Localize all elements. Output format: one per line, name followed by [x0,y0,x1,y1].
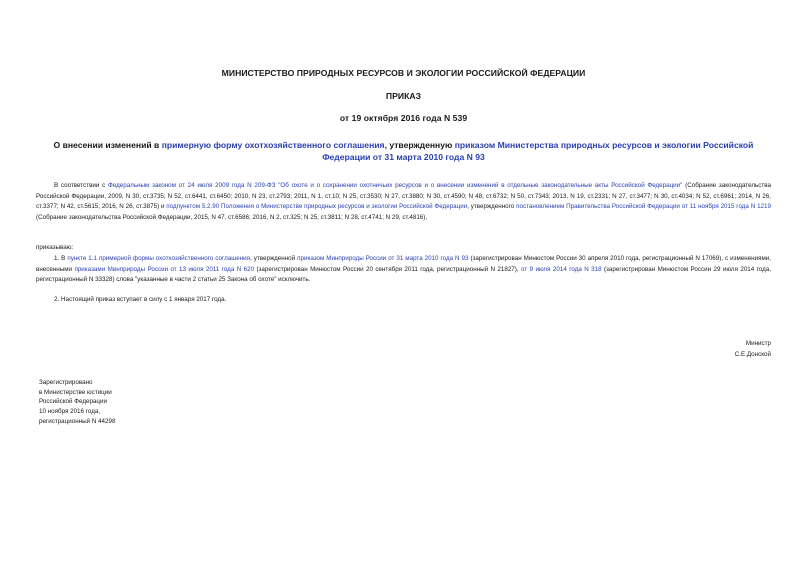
link-subparagraph-5-2-90[interactable]: подпунктом 5.2.90 Положения о Министерстве природных ресурсов и экологии Российской Федерации [166,203,468,210]
link-paragraph-1-1[interactable]: пункте 1.1 примерной формы охотхозяйственного соглашения [67,255,251,262]
title-link-agreement-form[interactable]: примерную форму охотхозяйственного соглашения [161,140,385,150]
registration-date: 10 ноября 2016 года, [39,408,101,416]
link-order-318[interactable]: от 9 июля 2014 года N 318 [520,265,602,273]
title-link-order-93[interactable]: приказом Министерства природных ресурсов и экологии Российской Федерации от 31 марта 2010 года N 93 [322,140,754,162]
preamble-text-4: (Собрание законодательства Российской Федерации, 2015, N 47, ст.6586; 2016, N 2, ст.325; N 25, ст.3811; N 28, ст.4741; N 29, ст.4816), [36,213,428,221]
document-date-number: от 19 октября 2016 года N 539 [339,113,468,123]
signature-block [735,339,771,360]
preamble-text-2: (Собрание законодательства Российской Федерации, 2009, N 30, ст.3735; N 52, ст.6441, ст.6450; 2010, N 23, ст.2793; 2011, N 1, ст.10; N 25, ст.3530; N 27, ст.3880; N 30, ст.4590; N 48, ст.6732; N 50, ст.7343; 2013, N 19, ст.2331; N 27, ст.3477; N 30, ст.4034; N 52, ст.6961; 2014, N 26, ст.3377; N 42, ст.5615; 2016, N 26, ст.3875) и [36,182,771,210]
preamble-text-3: , утвержденного [467,203,517,210]
link-order-93[interactable]: приказом Минприроды России от 31 марта 2010 года N 93 [297,255,469,262]
link-government-decree-1219[interactable]: постановлением Правительства Российской Федерации от 11 ноября 2015 года N 1219 [516,203,771,210]
link-order-620[interactable]: приказами Минприроды России от 13 июля 2011 года N 620 [74,265,255,273]
preamble-paragraph [36,181,771,223]
item1-text-2: , утвержденной [250,255,298,262]
link-federal-law-209[interactable]: Федеральным законом от 24 июля 2009 года N 209-ФЗ "Об охоте и о сохранении охотничьих ресурсов и о внесении изменений в отдельные законодательные акты Российской Федерации" [108,182,683,189]
registration-line: Зарегистрировано [39,379,93,386]
signatory-position: Министр [745,340,771,347]
order-item-1 [36,254,771,286]
registration-line: Российской Федерации [39,398,107,406]
item1-text-4: (зарегистрирован Минюстом России 20 сентября 2011 года, регистрационный N 21827), [254,265,521,273]
ministry-heading: МИНИСТЕРСТВО ПРИРОДНЫХ РЕСУРСОВ И ЭКОЛОГИИ РОССИЙСКОЙ ФЕДЕРАЦИИ [221,68,586,78]
order-word: приказываю: [36,244,74,251]
item1-text-3: (зарегистрирован Минюстом России 30 апреля 2010 года, регистрационный N 17069), с изменениями, внесенными [36,255,772,273]
registration-block [39,378,115,427]
order-item-2: 2. Настоящий приказ вступает в силу с 1 января 2017 года. [54,296,227,303]
preamble-text-1: В соответствии с [54,182,109,189]
document-title [40,140,767,163]
title-text-2: , утвержденную [384,140,455,150]
registration-line: в Министерстве юстиции [39,388,112,396]
item1-text-5: (зарегистрирован Минюстом России 29 июля 2014 года, регистрационный N 33328) слова "указанные в части 2 статьи 25 Закона об охоте" исключить. [36,265,771,283]
document-type: ПРИКАЗ [385,91,422,101]
item1-text-1: 1. В [54,255,68,262]
registration-number: регистрационный N 44298 [39,417,116,425]
title-text-1: О внесении изменений в [53,140,162,150]
signatory-name: С.Е.Донской [734,350,771,358]
